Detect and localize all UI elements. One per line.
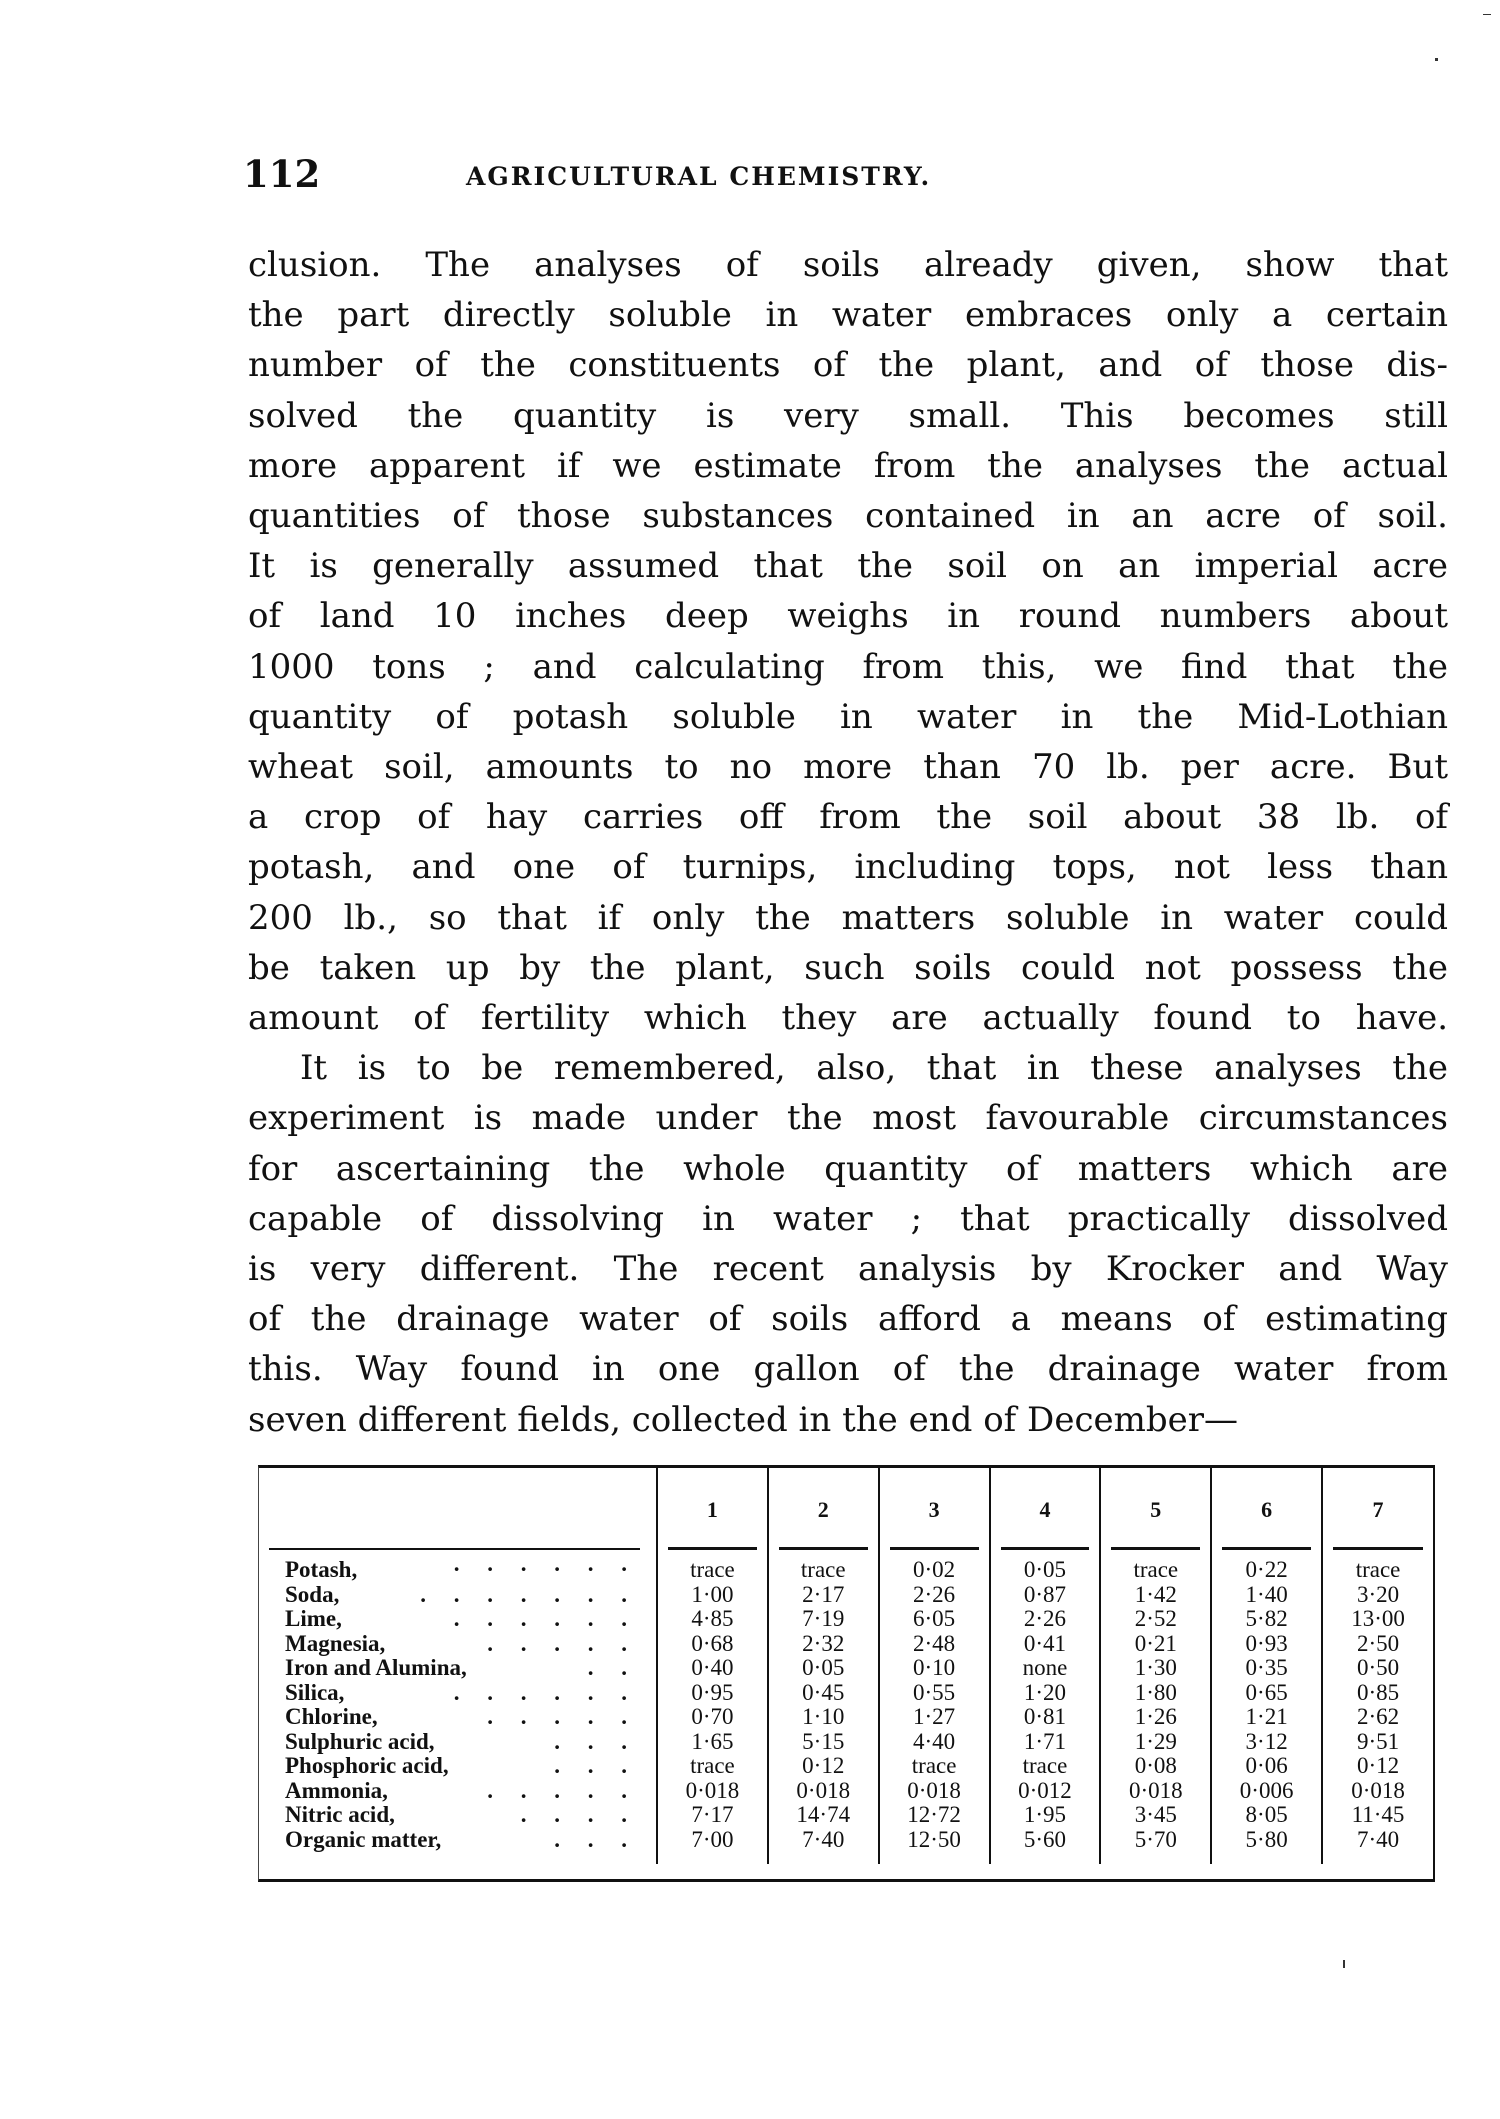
column-header: 7 [1322, 1468, 1433, 1552]
leader-dots: . . . . . [487, 1777, 638, 1803]
table-cell: 8·05 [1211, 1803, 1322, 1828]
table-cell: 0·68 [657, 1632, 768, 1657]
text-line: clusion. The analyses of soils already given, show that [248, 245, 1448, 285]
table-cell: 11·45 [1322, 1803, 1433, 1828]
table-cell: 5·70 [1100, 1828, 1211, 1865]
text-line: seven different fields, collected in the end of December— [248, 1399, 1238, 1440]
table-cell: 3·45 [1100, 1803, 1211, 1828]
table-cell: 0·05 [768, 1656, 879, 1681]
row-label-text: Phosphoric acid, [285, 1753, 449, 1778]
table-cell: 2·62 [1322, 1705, 1433, 1730]
table-cell: 0·85 [1322, 1681, 1433, 1706]
scan-speck [1483, 14, 1491, 15]
table-cell: 1·42 [1100, 1583, 1211, 1608]
table-cell: 12·72 [879, 1803, 990, 1828]
table-cell: 0·006 [1211, 1779, 1322, 1804]
leader-dots: . . . [554, 1753, 638, 1778]
table-cell: 13·00 [1322, 1607, 1433, 1632]
paragraph-1 [248, 240, 1448, 1043]
table-cell: 2·52 [1100, 1607, 1211, 1632]
leader-dots: . . . . . . [453, 1551, 638, 1576]
text-line: solved the quantity is very small. This becomes still [248, 395, 1448, 436]
page-number: 112 [243, 152, 321, 196]
table-cell: 2·32 [768, 1632, 879, 1657]
table-cell: 0·55 [879, 1681, 990, 1706]
leader-dots: . . . [554, 1728, 638, 1754]
text-line: of land 10 inches deep weighs in round numbers about [248, 596, 1448, 637]
row-label-text: Ammonia, [285, 1777, 388, 1803]
paragraph-2 [248, 1043, 1448, 1445]
table-cell: 5·60 [990, 1828, 1101, 1865]
column-header: 3 [879, 1468, 990, 1552]
table-row [259, 1607, 1433, 1632]
scan-speck [1435, 58, 1438, 61]
row-label [259, 1632, 657, 1657]
row-label [259, 1552, 657, 1583]
table-cell: 0·10 [879, 1656, 990, 1681]
table-row [259, 1754, 1433, 1779]
row-label-text: Lime, [285, 1606, 342, 1631]
table-cell: 5·82 [1211, 1607, 1322, 1632]
table-row [259, 1730, 1433, 1755]
leader-dots: . . . . . [487, 1630, 638, 1656]
text-line: experiment is made under the most favourable circumstances [248, 1098, 1448, 1139]
table-cell: 1·95 [990, 1803, 1101, 1828]
leader-dots: . . . . . . . [420, 1581, 638, 1607]
table-cell: 0·08 [1100, 1754, 1211, 1779]
page-header [243, 152, 1448, 202]
row-label-text: Sulphuric acid, [285, 1728, 435, 1754]
table-row [259, 1828, 1433, 1865]
row-label-header [259, 1468, 657, 1552]
table-cell: 3·12 [1211, 1730, 1322, 1755]
table-cell: 0·018 [879, 1779, 990, 1804]
analysis-table [259, 1468, 1433, 1864]
table-cell: 0·22 [1211, 1552, 1322, 1583]
table-cell: none [990, 1656, 1101, 1681]
row-label-text: Soda, [285, 1581, 340, 1607]
text-line: number of the constituents of the plant, and of those dis- [248, 345, 1448, 386]
column-header: 5 [1100, 1468, 1211, 1552]
row-label-text: Chlorine, [285, 1704, 378, 1729]
table-cell: 0·012 [990, 1779, 1101, 1804]
drainage-water-table [258, 1465, 1435, 1882]
column-header: 4 [990, 1468, 1101, 1552]
table-row [259, 1552, 1433, 1583]
table-cell: trace [879, 1754, 990, 1779]
text-line: for ascertaining the whole quantity of matters which are [248, 1148, 1448, 1189]
table-cell: 3·20 [1322, 1583, 1433, 1608]
table-cell: 1·80 [1100, 1681, 1211, 1706]
table-cell: 0·45 [768, 1681, 879, 1706]
row-label [259, 1705, 657, 1730]
table-cell: 12·50 [879, 1828, 990, 1865]
table-header-row [259, 1468, 1433, 1552]
text-line: wheat soil, amounts to no more than 70 lb. per acre. But [248, 747, 1448, 788]
table-cell: 7·17 [657, 1803, 768, 1828]
text-line: more apparent if we estimate from the analyses the actual [248, 445, 1448, 486]
table-cell: 0·05 [990, 1552, 1101, 1583]
text-line: capable of dissolving in water ; that practically dissolved [248, 1198, 1448, 1239]
table-cell: 9·51 [1322, 1730, 1433, 1755]
table-cell: 7·40 [1322, 1828, 1433, 1865]
row-label-text: Nitric acid, [285, 1802, 395, 1827]
table-cell: 0·35 [1211, 1656, 1322, 1681]
table-cell: 0·87 [990, 1583, 1101, 1608]
text-line: quantities of those substances contained in an acre of soil. [248, 496, 1448, 537]
leader-dots: . . [587, 1655, 638, 1680]
text-line: of the drainage water of soils afford a means of estimating [248, 1299, 1448, 1340]
table-cell: 2·26 [879, 1583, 990, 1608]
table-cell: 5·80 [1211, 1828, 1322, 1865]
table-cell: 0·41 [990, 1632, 1101, 1657]
text-line: the part directly soluble in water embraces only a certain [248, 295, 1448, 336]
table-cell: 7·40 [768, 1828, 879, 1865]
text-line: It is to be remembered, also, that in these analyses the [300, 1048, 1448, 1089]
table-row [259, 1705, 1433, 1730]
table-cell: 0·95 [657, 1681, 768, 1706]
table-row [259, 1632, 1433, 1657]
table-cell: 2·48 [879, 1632, 990, 1657]
table-cell: 2·26 [990, 1607, 1101, 1632]
row-label-text: Iron and Alumina, [285, 1655, 467, 1680]
table-cell: 0·65 [1211, 1681, 1322, 1706]
text-line: It is generally assumed that the soil on an imperial acre [248, 546, 1448, 587]
text-line: potash, and one of turnips, including tops, not less than [248, 847, 1448, 888]
table-cell: 0·81 [990, 1705, 1101, 1730]
row-label [259, 1583, 657, 1608]
column-header: 2 [768, 1468, 879, 1552]
table-row [259, 1656, 1433, 1681]
table-cell: 1·71 [990, 1730, 1101, 1755]
table-cell: 0·06 [1211, 1754, 1322, 1779]
text-line: a crop of hay carries off from the soil about 38 lb. of [248, 797, 1448, 838]
leader-dots: . . . . . [487, 1704, 638, 1729]
text-line: amount of fertility which they are actually found to have. [248, 998, 1448, 1039]
text-line: be taken up by the plant, such soils could not possess the [248, 947, 1448, 988]
table-cell: trace [990, 1754, 1101, 1779]
row-label-text: Magnesia, [285, 1630, 386, 1656]
row-label [259, 1607, 657, 1632]
table-row [259, 1779, 1433, 1804]
row-label [259, 1803, 657, 1828]
table-cell: 0·018 [1100, 1779, 1211, 1804]
row-label [259, 1656, 657, 1681]
table-cell: 7·00 [657, 1828, 768, 1865]
table-row [259, 1681, 1433, 1706]
table-cell: 1·27 [879, 1705, 990, 1730]
table-cell: 1·10 [768, 1705, 879, 1730]
table-cell: 2·17 [768, 1583, 879, 1608]
table-cell: trace [1100, 1552, 1211, 1583]
table-cell: 6·05 [879, 1607, 990, 1632]
table-cell: 0·93 [1211, 1632, 1322, 1657]
table-cell: 0·12 [1322, 1754, 1433, 1779]
text-line: 1000 tons ; and calculating from this, we find that the [248, 646, 1448, 687]
row-label-text: Organic matter, [285, 1826, 442, 1852]
scan-speck [1343, 1960, 1345, 1968]
table-cell: trace [657, 1552, 768, 1583]
body-text [248, 240, 1448, 1445]
leader-dots: . . . . [520, 1802, 638, 1827]
table-cell: 4·85 [657, 1607, 768, 1632]
table-cell: 5·15 [768, 1730, 879, 1755]
column-header: 6 [1211, 1468, 1322, 1552]
table-cell: 1·40 [1211, 1583, 1322, 1608]
table-cell: 1·30 [1100, 1656, 1211, 1681]
running-title: AGRICULTURAL CHEMISTRY. [466, 162, 932, 191]
table-cell: trace [768, 1552, 879, 1583]
row-label-text: Potash, [285, 1557, 358, 1582]
table-cell: 2·50 [1322, 1632, 1433, 1657]
table-cell: 1·29 [1100, 1730, 1211, 1755]
leader-dots: . . . . . . [453, 1679, 638, 1705]
table-cell: 0·02 [879, 1552, 990, 1583]
row-label [259, 1754, 657, 1779]
table-cell: 0·018 [1322, 1779, 1433, 1804]
table-cell: trace [1322, 1552, 1433, 1583]
table-cell: 1·20 [990, 1681, 1101, 1706]
row-label [259, 1730, 657, 1755]
table-cell: 0·21 [1100, 1632, 1211, 1657]
text-line: 200 lb., so that if only the matters soluble in water could [248, 897, 1448, 938]
table-cell: trace [657, 1754, 768, 1779]
table-cell: 0·50 [1322, 1656, 1433, 1681]
table-cell: 1·21 [1211, 1705, 1322, 1730]
table-cell: 0·018 [657, 1779, 768, 1804]
table-cell: 1·00 [657, 1583, 768, 1608]
table-row [259, 1583, 1433, 1608]
text-line: quantity of potash soluble in water in the Mid-Lothian [248, 696, 1448, 737]
table-cell: 0·018 [768, 1779, 879, 1804]
text-line: is very different. The recent analysis by Krocker and Way [248, 1249, 1448, 1290]
column-header: 1 [657, 1468, 768, 1552]
table-cell: 0·40 [657, 1656, 768, 1681]
table-cell: 0·12 [768, 1754, 879, 1779]
row-label [259, 1779, 657, 1804]
leader-dots: . . . [554, 1826, 638, 1852]
table-row [259, 1803, 1433, 1828]
table-cell: 4·40 [879, 1730, 990, 1755]
row-label [259, 1681, 657, 1706]
text-line: this. Way found in one gallon of the drainage water from [248, 1349, 1448, 1390]
row-label [259, 1828, 657, 1865]
leader-dots: . . . . . . [453, 1606, 638, 1631]
table-cell: 0·70 [657, 1705, 768, 1730]
table-cell: 1·65 [657, 1730, 768, 1755]
table-cell: 7·19 [768, 1607, 879, 1632]
table-cell: 1·26 [1100, 1705, 1211, 1730]
row-label-text: Silica, [285, 1679, 345, 1705]
table-body [259, 1552, 1433, 1864]
table-cell: 14·74 [768, 1803, 879, 1828]
